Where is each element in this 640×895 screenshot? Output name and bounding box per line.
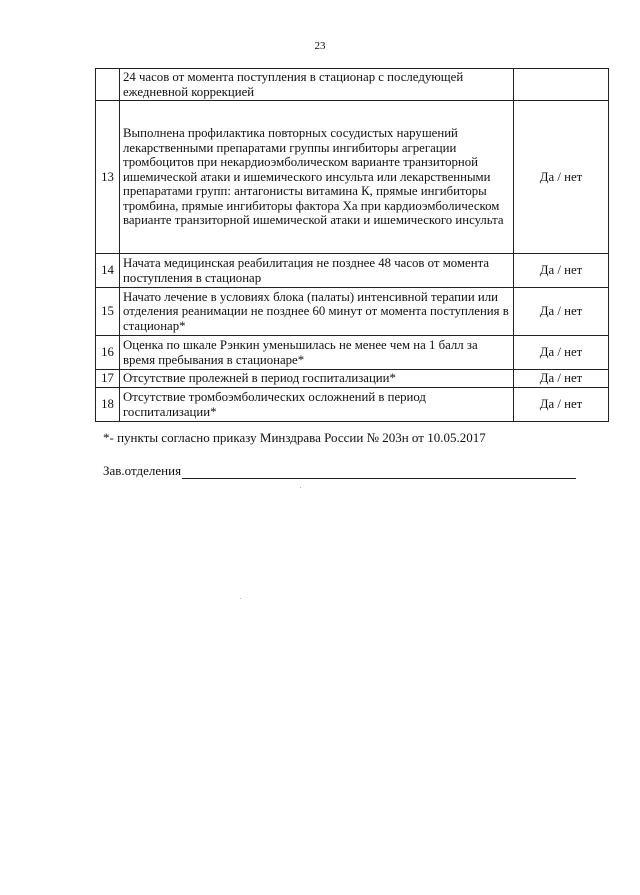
- table-row: [96, 288, 609, 336]
- answer-cell: Да / нет: [514, 254, 609, 288]
- page-number: 23: [314, 40, 326, 52]
- table-row: [96, 388, 609, 422]
- answer-cell: Да / нет: [514, 288, 609, 336]
- table-row: [96, 370, 609, 388]
- row-number: 18: [96, 388, 120, 422]
- criterion-text: Отсутствие тромбоэмболических осложнений в период госпитализации*: [120, 388, 514, 422]
- table-row: [96, 254, 609, 288]
- scan-speck: [300, 487, 301, 488]
- answer-cell: Да / нет: [514, 388, 609, 422]
- answer-cell: Да / нет: [514, 370, 609, 388]
- scan-speck: [240, 598, 241, 599]
- row-number: [96, 69, 120, 101]
- answer-cell: Да / нет: [514, 101, 609, 254]
- table-row: [96, 101, 609, 254]
- criterion-text: 24 часов от момента поступления в стационар с последующей ежедневной коррекцией: [120, 69, 514, 101]
- signature-block: [103, 463, 576, 479]
- table-row: [96, 336, 609, 370]
- row-number: 14: [96, 254, 120, 288]
- row-number: 16: [96, 336, 120, 370]
- table-row: [96, 69, 609, 101]
- criteria-table: [95, 68, 609, 422]
- row-number: 13: [96, 101, 120, 254]
- signature-label: Зав.отделения: [103, 463, 182, 478]
- row-number: 15: [96, 288, 120, 336]
- criterion-text: Отсутствие пролежней в период госпитализации*: [120, 370, 514, 388]
- answer-cell: [514, 69, 609, 101]
- row-number: 17: [96, 370, 120, 388]
- criterion-text: Оценка по шкале Рэнкин уменьшилась не менее чем на 1 балл за время пребывания в стационаре*: [120, 336, 514, 370]
- criterion-text: Начата медицинская реабилитация не позднее 48 часов от момента поступления в стационар: [120, 254, 514, 288]
- criterion-text: Выполнена профилактика повторных сосудистых нарушений лекарственными препаратами группы ингибиторы агрегации тромбоцитов при некардиоэмболическом варианте транзиторной ишемической атаки и ишемического инсульта или лекарственными препаратами групп: антагонисты витамина К, прямые ингибиторы тромбина, прямые ингибиторы фактора Ха при кардиоэмболическом варианте транзиторной ишемической атаки и ишемического инсульта: [120, 101, 514, 254]
- signature-line: [182, 465, 576, 479]
- footnote: *- пункты согласно приказу Минздрава России № 203н от 10.05.2017: [103, 430, 486, 445]
- criterion-text: Начато лечение в условиях блока (палаты) интенсивной терапии или отделения реанимации не позднее 60 минут от момента поступления в стационар*: [120, 288, 514, 336]
- answer-cell: Да / нет: [514, 336, 609, 370]
